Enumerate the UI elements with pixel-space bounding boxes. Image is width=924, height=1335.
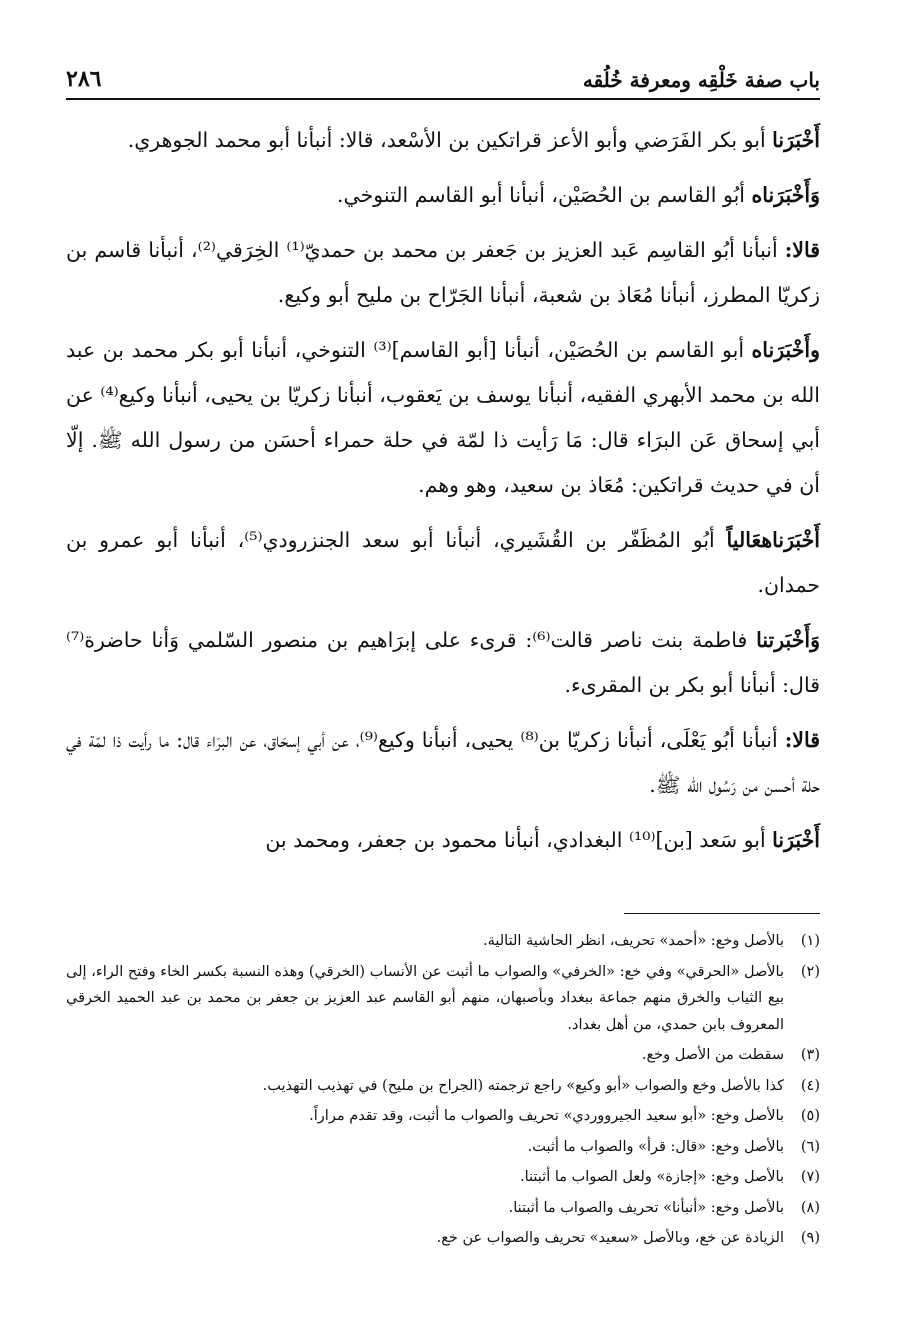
paragraph-text: أبو بكر الفَرَضي وأبو الأعز قراتكين بن الأسْعد، قالا: أنبأنا أبو محمد الجوهري. bbox=[127, 128, 773, 152]
paragraph bbox=[66, 328, 820, 508]
footnote bbox=[66, 1164, 820, 1191]
footnote bbox=[66, 1225, 820, 1252]
paragraph-text: أبو القاسم بن الحُصَيْن، أنبأنا [أبو القاسم]⁽³⁾ التنوخي، أنبأنا أبو بكر محمد بن عبد الله بن محمد الأبهري الفقيه، أنبأنا يوسف بن يَعقوب، أنبأنا زكريّا بن يحيى، أنبأنا وكيع⁽⁴⁾ عن أبي إسحاق عَن البرَاء قال: مَا رَأيت ذا لمّة في حلة حمراء أحسَن من رسول الله ﷺ. إلّا أن في حديث قراتكين: مُعَاذ بن سعيد، وهو وهم. bbox=[66, 338, 820, 497]
footnote-number: (٦) bbox=[800, 1138, 820, 1155]
paragraph-lead: أَخْبَرَنا bbox=[772, 828, 820, 852]
footnote-number: (٩) bbox=[800, 1230, 820, 1246]
main-text bbox=[66, 118, 820, 873]
paragraph-text: أبُو المُظَفّر بن القُشَيري، أنبأنا أبو سعد الجنزرودي⁽⁵⁾، أنبأنا أبو عمرو بن حمدان. bbox=[66, 528, 820, 597]
paragraph-lead: أَخْبَرَنا bbox=[772, 128, 820, 152]
footnote-text: بالأصل وخع: «إجازة» ولعل الصواب ما أثبتنا. bbox=[520, 1169, 784, 1185]
paragraph-lead: قالا: bbox=[784, 238, 820, 262]
running-title: باب صفة خَلْقِه ومعرفة خُلُقه bbox=[582, 68, 820, 92]
paragraph-lead: قالا: bbox=[784, 728, 821, 752]
paragraph-text: أنبأنا أبُو يَعْلَى، أنبأنا زكريّا بن⁽⁸⁾ يحيى، أنبأنا وكيع⁽⁹⁾، عن أبي إسحَاق، عن البرَاء قال: ما رأيت ذا لمّة في حلة أحسن من رَسُول الله ﷺ. bbox=[66, 728, 820, 797]
paragraph-text: أبو سَعد [بن]⁽¹⁰⁾ البغدادي، أنبأنا محمود بن جعفر، ومحمد بن bbox=[265, 828, 773, 852]
paragraph bbox=[66, 228, 820, 318]
footnote-number: (٥) bbox=[800, 1108, 820, 1124]
footnote bbox=[66, 1042, 820, 1069]
paragraph bbox=[66, 618, 820, 708]
footnote-text: بالأصل «الحرقي» وفي خع: «الخرفي» والصواب ما أثبت عن الأنساب (الخرقي) وهذه النسبة بكسر الخاء وفتح الراء، إلى بيع الثياب والخرق منهم جماعة ببغداد وبأصبهان، منهم أبو القاسم عبد العزيز بن جعفر بن محمد بن عبد الحميد الخرقي المعروف بابن حمدي، من أهل بغداد. bbox=[66, 963, 784, 1033]
footnote bbox=[66, 1195, 820, 1222]
footnote-text: سقطت من الأصل وخع. bbox=[641, 1047, 784, 1063]
footnote-separator bbox=[624, 913, 820, 914]
footnote bbox=[66, 1134, 820, 1161]
footnote-text: بالأصل وخع: «أنبأنا» تحريف والصواب ما أثبتنا. bbox=[508, 1199, 784, 1216]
paragraph-text: فاطمة بنت ناصر قالت⁽⁶⁾: قرىء على إبرَاهيم بن منصور السّلمي وَأنا حاضرة⁽⁷⁾ قال: أنبأنا أبو بكر بن المقرىء. bbox=[66, 628, 820, 697]
paragraph bbox=[66, 518, 820, 608]
footnote-text: بالأصل وخع: «أبو سعيد الجيرووردي» تحريف والصواب ما أثبت، وقد تقدم مراراً. bbox=[309, 1108, 784, 1124]
footnote-number: (٢) bbox=[800, 963, 820, 980]
footnote-text: بالأصل وخع: «قال: قرأ» والصواب ما أثبت. bbox=[527, 1138, 784, 1155]
paragraph bbox=[66, 718, 820, 808]
paragraph-text: أبُو القاسم بن الحُصَيْن، أنبأنا أبو القاسم التنوخي. bbox=[337, 183, 752, 207]
footnote-number: (٧) bbox=[800, 1169, 820, 1185]
paragraph bbox=[66, 818, 820, 863]
footnote bbox=[66, 959, 820, 1039]
footnotes bbox=[66, 928, 820, 1256]
footnote-text: الزيادة عن خع، وبالأصل «سعيد» تحريف والصواب عن خع. bbox=[436, 1230, 784, 1246]
paragraph bbox=[66, 173, 820, 218]
footnote bbox=[66, 1073, 820, 1100]
paragraph-lead: وَأَخْبَرَناه bbox=[751, 183, 820, 207]
footnote bbox=[66, 928, 820, 955]
paragraph-lead: أَخْبَرَناهعَالياً bbox=[726, 528, 820, 552]
footnote-text: كذا بالأصل وخع والصواب «أبو وكيع» راجع ترجمته (الجراح بن مليح) في تهذيب التهذيب. bbox=[262, 1077, 784, 1094]
footnote bbox=[66, 1103, 820, 1130]
page-number: ٢٨٦ bbox=[66, 66, 102, 92]
paragraph-lead: وأَخْبَرَناه bbox=[751, 338, 821, 362]
paragraph-text: أنبأنا أبُو القاسِم عَبد العزيز بن جَعفر بن محمد بن حمديّ⁽¹⁾ الخِرَقي⁽²⁾، أنبأنا قاسم بن زكريّا المطرز، أنبأنا مُعَاذ بن شعبة، أنبأنا الجَرّاح بن مليح أبو وكيع. bbox=[66, 238, 820, 307]
paragraph-lead: وَأَخْبَرتنا bbox=[756, 628, 820, 652]
footnote-number: (٣) bbox=[800, 1047, 820, 1063]
paragraph bbox=[66, 118, 820, 163]
footnote-number: (٤) bbox=[800, 1077, 820, 1094]
page-header bbox=[66, 58, 820, 100]
footnote-number: (٨) bbox=[800, 1199, 820, 1216]
footnote-text: بالأصل وخع: «أحمد» تحريف، انظر الحاشية التالية. bbox=[483, 933, 784, 949]
footnote-number: (١) bbox=[800, 933, 820, 949]
